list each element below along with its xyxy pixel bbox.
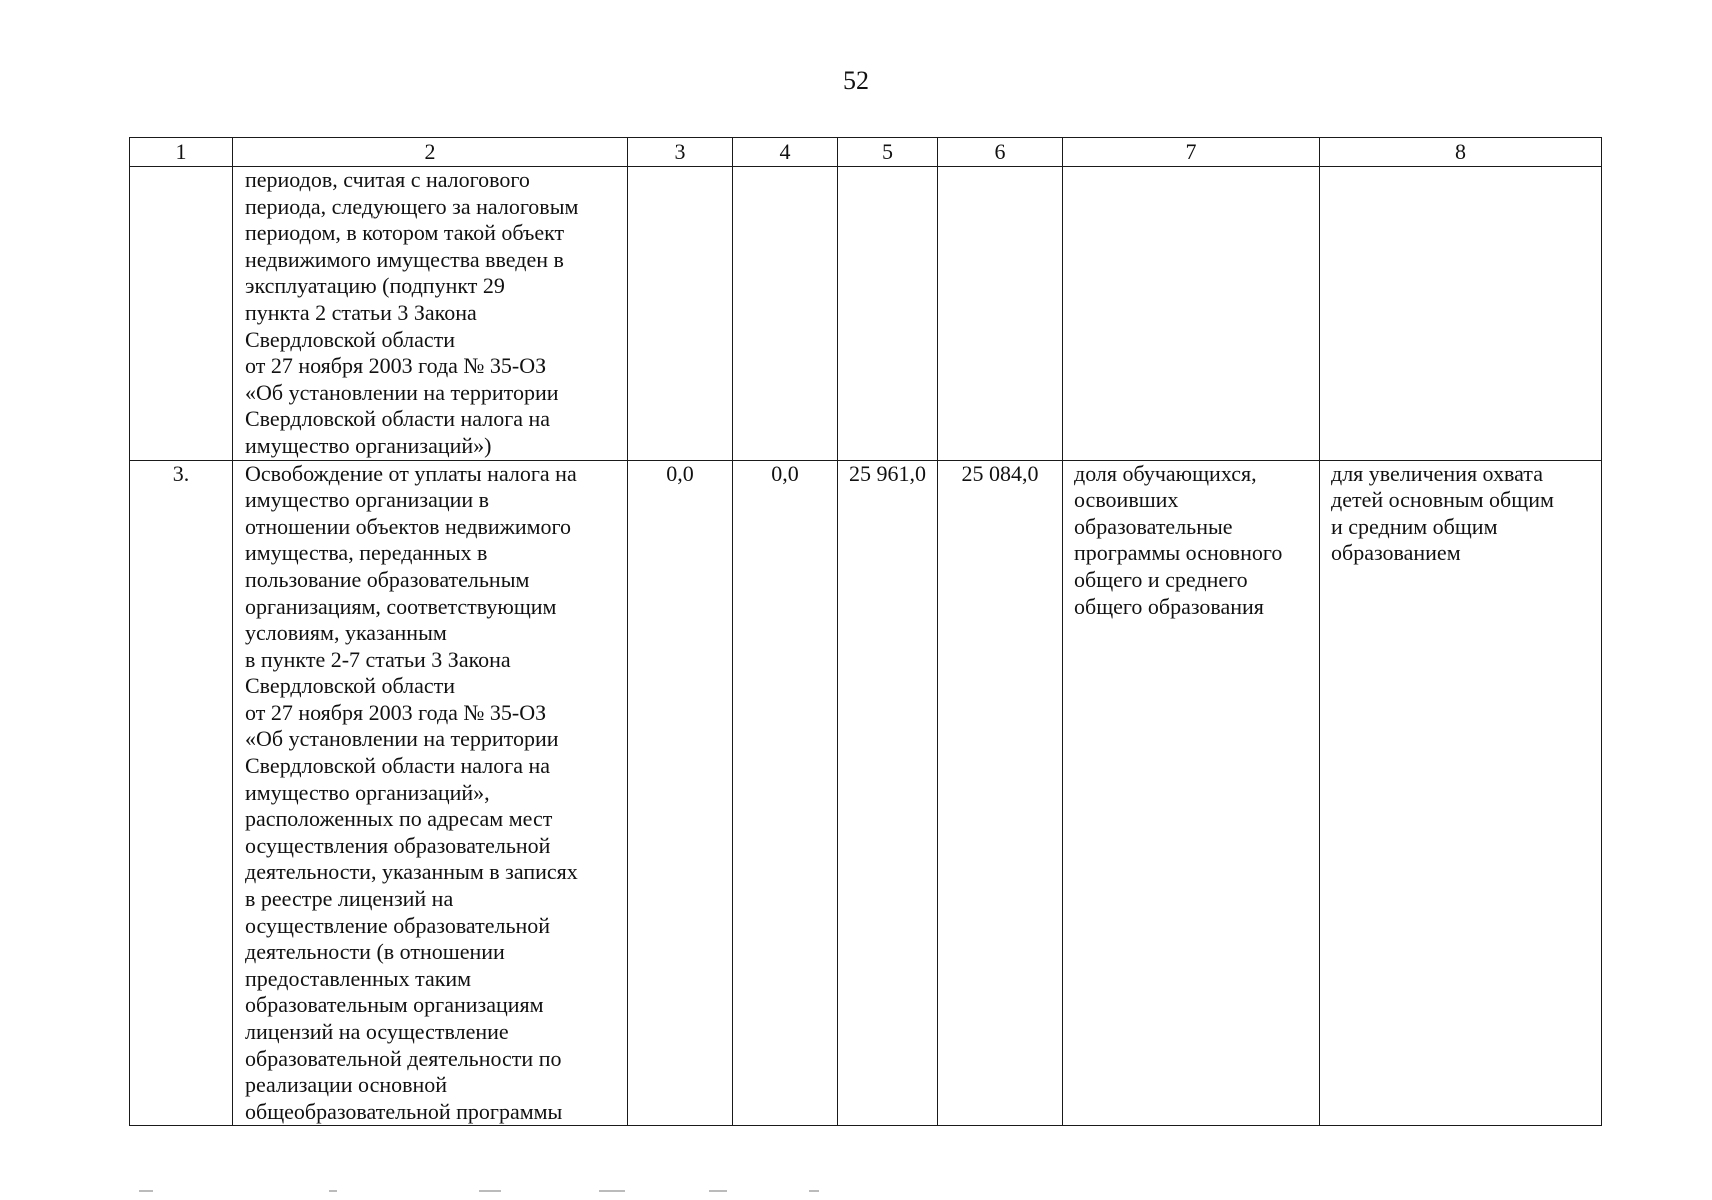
- cell-indicator: [1063, 460, 1320, 1126]
- header-row: [130, 138, 1602, 167]
- text-line: общего образования: [1074, 593, 1264, 619]
- text-line: для увеличения охвата: [1331, 460, 1543, 486]
- text-line: от 27 ноября 2003 года № 35-ОЗ: [245, 699, 547, 725]
- cell-col7: [1063, 167, 1320, 461]
- text-line: периода, следующего за налоговым: [245, 193, 579, 219]
- text-line: периодов, считая с налогового: [245, 167, 530, 192]
- column-header-4: 4: [733, 138, 838, 167]
- column-header-1: 1: [130, 138, 233, 167]
- text-line: Свердловской области: [245, 326, 455, 352]
- column-header-2: 2: [233, 138, 628, 167]
- text-line: от 27 ноября 2003 года № 35-ОЗ: [245, 353, 547, 379]
- text-line: периодом, в котором такой объект: [245, 220, 565, 246]
- description-lines: [239, 461, 621, 1126]
- cell-col3: 0,0: [628, 460, 733, 1126]
- text-line: имущество организации в: [245, 487, 490, 513]
- text-line: образовательные: [1074, 513, 1233, 539]
- text-line: имущество организаций»): [245, 432, 492, 458]
- cell-col6: [938, 167, 1063, 461]
- description-lines: [239, 167, 621, 460]
- text-line: освоивших: [1074, 487, 1179, 513]
- text-line: эксплуатацию (подпункт 29: [245, 273, 505, 299]
- text-line: «Об установлении на территории: [245, 726, 559, 752]
- text-line: в реестре лицензий на: [245, 886, 454, 912]
- text-line: расположенных по адресам мест: [245, 806, 553, 832]
- text-line: программы основного: [1074, 540, 1283, 566]
- page-number: 52: [843, 66, 869, 95]
- text-line: детей основным общим: [1331, 487, 1554, 513]
- text-line: осуществления образовательной: [245, 832, 551, 858]
- cell-number: 3.: [130, 460, 233, 1126]
- text-line: общеобразовательной программы: [245, 1098, 563, 1124]
- cell-col4: [733, 167, 838, 461]
- text-line: осуществление образовательной: [245, 912, 551, 938]
- table-row-continuation: [130, 167, 1602, 461]
- column-header-5: 5: [838, 138, 938, 167]
- text-line: пользование образовательным: [245, 566, 530, 592]
- text-line: предоставленных таким: [245, 965, 472, 991]
- text-line: пункта 2 статьи 3 Закона: [245, 299, 477, 325]
- text-line: образованием: [1331, 540, 1461, 566]
- text-line: Свердловской области налога на: [245, 406, 551, 432]
- text-line: недвижимого имущества введен в: [245, 246, 564, 272]
- cell-col6: 25 084,0: [938, 460, 1063, 1126]
- text-line: в пункте 2-7 статьи 3 Закона: [245, 646, 511, 672]
- column-header-8: 8: [1320, 138, 1602, 167]
- text-line: образовательной деятельности по: [245, 1045, 562, 1071]
- text-line: имущества, переданных в: [245, 540, 488, 566]
- text-line: реализации основной: [245, 1072, 448, 1098]
- text-line: отношении объектов недвижимого: [245, 513, 571, 539]
- text-line: деятельности (в отношении: [245, 939, 505, 965]
- indicator-lines: [1069, 461, 1313, 621]
- cell-description: [233, 167, 628, 461]
- column-header-6: 6: [938, 138, 1063, 167]
- text-line: общего и среднего: [1074, 566, 1248, 592]
- cell-col4: 0,0: [733, 460, 838, 1126]
- column-header-7: 7: [1063, 138, 1320, 167]
- text-line: «Об установлении на территории: [245, 379, 559, 405]
- cell-col5: 25 961,0: [838, 460, 938, 1126]
- cell-col8: [1320, 167, 1602, 461]
- cell-purpose: [1320, 460, 1602, 1126]
- cell-description: [233, 460, 628, 1126]
- text-line: деятельности, указанным в записях: [245, 859, 578, 885]
- text-line: Освобождение от уплаты налога на: [245, 460, 577, 486]
- cell-col3: [628, 167, 733, 461]
- text-line: Свердловской области налога на: [245, 753, 551, 779]
- text-line: Свердловской области: [245, 673, 455, 699]
- table-row-3: [130, 460, 1602, 1126]
- data-table: [129, 137, 1602, 1126]
- column-header-3: 3: [628, 138, 733, 167]
- purpose-lines: [1326, 461, 1595, 567]
- cell-col5: [838, 167, 938, 461]
- scan-artifacts: [129, 1190, 829, 1194]
- text-line: лицензий на осуществление: [245, 1019, 509, 1044]
- text-line: имущество организаций»,: [245, 779, 490, 805]
- text-line: организациям, соответствующим: [245, 593, 557, 619]
- text-line: доля обучающихся,: [1074, 460, 1257, 486]
- text-line: условиям, указанным: [245, 620, 447, 646]
- text-line: образовательным организациям: [245, 992, 544, 1018]
- text-line: и средним общим: [1331, 513, 1498, 539]
- cell-number: [130, 167, 233, 461]
